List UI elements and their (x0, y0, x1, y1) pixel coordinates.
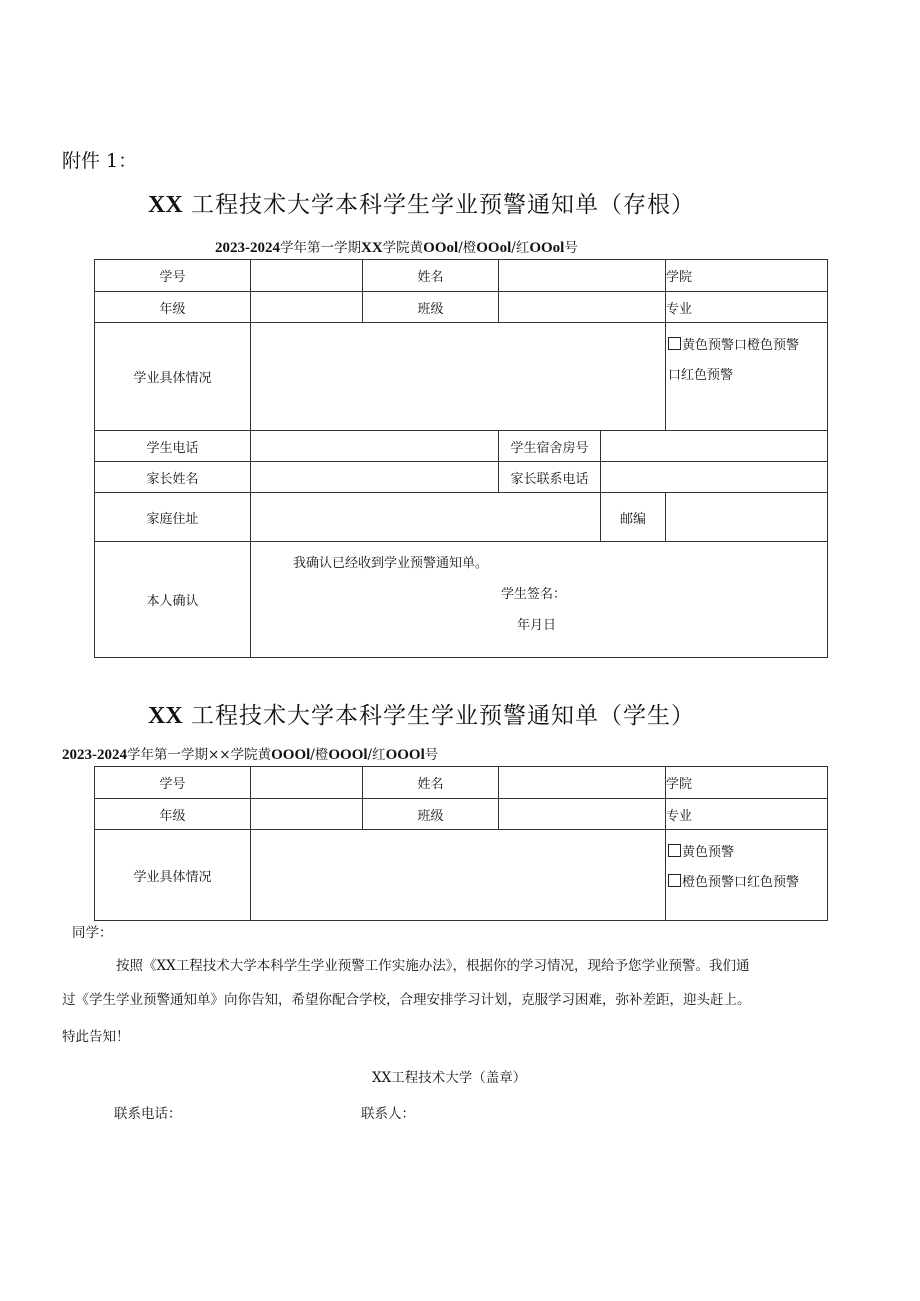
stub-label-parent-name: 家长姓名 (95, 462, 251, 493)
letter-para-line2: 过《学生学业预警通知单》向你告知，希望你配合学校，合理安排学习计划，克服学习困难，弥补差距，迎头赶上。 (62, 992, 751, 1008)
stub-label-confirm: 本人确认 (95, 542, 251, 658)
letter-contact-person: 联系人： (361, 1106, 415, 1122)
student-subtitle-code3: OOOl (385, 747, 425, 763)
orange-warning-checkbox[interactable] (668, 874, 681, 887)
stub-value-student-id[interactable] (251, 260, 363, 292)
student-form-table (94, 766, 828, 921)
student-subtitle-code1: OOOl (271, 747, 311, 763)
yellow-warning-checkbox[interactable] (668, 337, 681, 350)
stub-label-dorm: 学生宿舍房号 (499, 431, 601, 462)
student-warning-line2 (668, 868, 827, 898)
stub-label-situation: 学业具体情况 (95, 323, 251, 431)
student-subtitle-orange: /橙 (310, 747, 329, 763)
stub-title-prefix: XX (148, 192, 183, 218)
stub-label-postcode: 邮编 (601, 493, 666, 542)
student-subtitle-year: 2023-2024 (62, 747, 127, 763)
student-warning-line2-text: 橙色预警口红色预警 (682, 875, 800, 890)
student-value-student-id[interactable] (251, 767, 363, 799)
stub-label-name: 姓名 (363, 260, 499, 292)
student-subtitle-code2: OOOl (328, 747, 368, 763)
student-subtitle-num: 号 (424, 747, 439, 763)
student-label-student-id: 学号 (95, 767, 251, 799)
stub-subtitle (215, 236, 578, 257)
stub-label-parent-phone: 家长联系电话 (499, 462, 601, 493)
student-label-situation: 学业具体情况 (95, 830, 251, 921)
stub-value-name[interactable] (499, 260, 666, 292)
letter-closing: 特此告知！ (62, 1029, 130, 1045)
stub-warning-line2: 口红色预警 (668, 368, 734, 383)
letter-seal: XX工程技术大学（盖章） (372, 1070, 527, 1086)
stub-form-table (94, 259, 828, 658)
stub-subtitle-orange: /橙 (458, 240, 477, 256)
stub-value-situation[interactable] (251, 323, 666, 431)
stub-value-parent-name[interactable] (251, 462, 499, 493)
student-subtitle (62, 743, 438, 764)
letter-para-line1: 按照《XX工程技术大学本科学生学业预警工作实施办法》，根据你的学习情况，现给予您学业预警。我们通 (116, 958, 750, 974)
stub-label-college: 学院 (666, 260, 828, 292)
student-subtitle-red: /红 (367, 747, 386, 763)
stub-subtitle-code2: OOol (476, 240, 512, 256)
stub-label-major: 专业 (666, 292, 828, 323)
student-title (148, 697, 695, 730)
student-title-prefix: XX (148, 703, 183, 729)
stub-subtitle-term: 学年第一学期 (280, 240, 361, 256)
stub-warning-line1-text: 黄色预警口橙色预警 (682, 338, 800, 353)
student-warning-line1 (668, 838, 827, 868)
stub-warning-line1 (668, 331, 827, 361)
stub-date-label: 年月日 (517, 618, 557, 633)
stub-value-postcode[interactable] (666, 493, 828, 542)
stub-warning-options (666, 323, 828, 431)
student-value-name[interactable] (499, 767, 666, 799)
stub-subtitle-num: 号 (564, 240, 578, 256)
stub-value-grade[interactable] (251, 292, 363, 323)
student-value-grade[interactable] (251, 799, 363, 830)
student-label-major: 专业 (666, 799, 828, 830)
stub-subtitle-code3: OOol (529, 240, 565, 256)
stub-value-parent-phone[interactable] (601, 462, 828, 493)
stub-subtitle-code1: OOol (423, 240, 459, 256)
stub-confirm-cell (251, 542, 828, 658)
stub-value-class[interactable] (499, 292, 666, 323)
stub-signature-label: 学生签名： (501, 587, 567, 602)
student-value-situation[interactable] (251, 830, 666, 921)
stub-value-phone[interactable] (251, 431, 499, 462)
student-title-text: 工程技术大学本科学生学业预警通知单（学生） (190, 703, 695, 729)
stub-label-address: 家庭住址 (95, 493, 251, 542)
yellow-warning-checkbox[interactable] (668, 844, 681, 857)
student-subtitle-term: 学年第一学期××学院黄 (127, 747, 272, 763)
student-value-class[interactable] (499, 799, 666, 830)
stub-title (148, 186, 695, 219)
student-label-name: 姓名 (363, 767, 499, 799)
stub-subtitle-year: 2023-2024 (215, 240, 280, 256)
stub-confirm-text: 我确认已经收到学业预警通知单。 (293, 556, 489, 571)
student-warning-line1-text: 黄色预警 (682, 845, 735, 860)
stub-title-text: 工程技术大学本科学生学业预警通知单（存根） (190, 192, 695, 218)
letter-salutation: 同学： (72, 925, 113, 941)
stub-label-phone: 学生电话 (95, 431, 251, 462)
letter-contact-phone: 联系电话： (114, 1106, 182, 1122)
student-warning-options (666, 830, 828, 921)
stub-label-student-id: 学号 (95, 260, 251, 292)
stub-subtitle-college-suffix: 学院黄 (382, 240, 424, 256)
stub-subtitle-red: /红 (511, 240, 530, 256)
student-label-class: 班级 (363, 799, 499, 830)
student-label-grade: 年级 (95, 799, 251, 830)
attachment-label: 附件 1： (62, 150, 138, 172)
stub-value-dorm[interactable] (601, 431, 828, 462)
stub-value-address[interactable] (251, 493, 601, 542)
stub-subtitle-college: XX (361, 240, 383, 256)
student-label-college: 学院 (666, 767, 828, 799)
stub-label-grade: 年级 (95, 292, 251, 323)
stub-label-class: 班级 (363, 292, 499, 323)
